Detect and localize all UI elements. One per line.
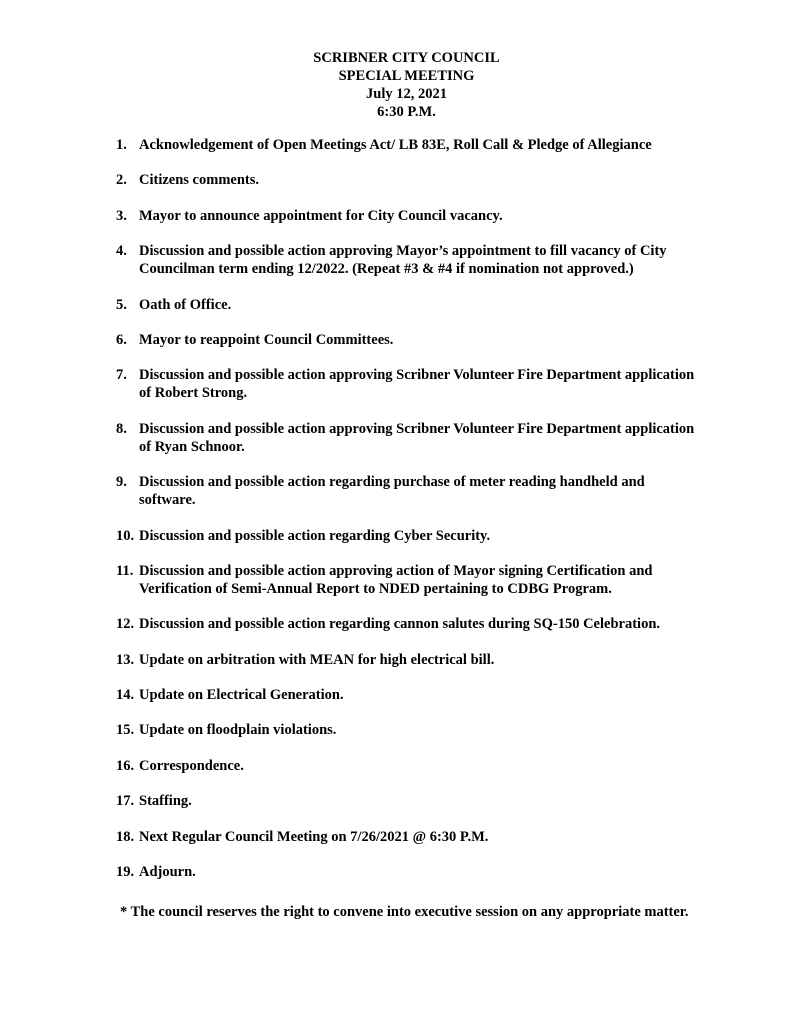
executive-session-footnote: * The council reserves the right to convene into executive session on any appropriate matter. xyxy=(120,904,689,920)
agenda-item-number: 9. xyxy=(116,474,127,491)
agenda-item-text: Discussion and possible action approving Mayor’s appointment to fill vacancy of City xyxy=(139,243,667,260)
agenda-item-text: Acknowledgement of Open Meetings Act/ LB 83E, Roll Call & Pledge of Allegiance xyxy=(139,137,652,153)
agenda-item xyxy=(116,331,756,349)
agenda-item-text: Mayor to reappoint Council Committees. xyxy=(139,331,394,348)
agenda-item xyxy=(116,366,756,402)
agenda-item-number: 11. xyxy=(116,562,134,579)
agenda-item xyxy=(116,757,756,775)
agenda-item xyxy=(116,615,756,633)
agenda-list xyxy=(116,136,756,898)
agenda-item xyxy=(116,863,756,881)
meeting-date: July 12, 2021 xyxy=(366,86,447,102)
agenda-item-text: Discussion and possible action regarding cannon salutes during SQ-150 Celebration. xyxy=(139,616,661,633)
agenda-item-text: Correspondence. xyxy=(139,757,244,774)
agenda-item-text: Councilman term ending 12/2022. (Repeat #3 & #4 if nomination not approved.) xyxy=(139,261,634,278)
agenda-item-text: Update on arbitration with MEAN for high electrical bill. xyxy=(139,651,495,668)
agenda-item-number: 15. xyxy=(116,722,135,739)
agenda-item-text: Oath of Office. xyxy=(139,296,232,313)
agenda-item xyxy=(116,527,756,545)
agenda-item-number: 14. xyxy=(116,687,135,704)
agenda-item xyxy=(116,242,756,278)
agenda-item-text: Verification of Semi-Annual Report to NDED pertaining to CDBG Program. xyxy=(139,580,612,597)
agenda-item-text: Discussion and possible action regarding Cyber Security. xyxy=(139,527,491,544)
agenda-item-number: 18. xyxy=(116,828,135,845)
agenda-item-number: 17. xyxy=(116,793,135,810)
agenda-item-text: Discussion and possible action approving Scribner Volunteer Fire Department application xyxy=(139,367,695,384)
agenda-item xyxy=(116,721,756,739)
agenda-item-text: Staffing. xyxy=(139,793,192,810)
agenda-item-number: 19. xyxy=(116,864,135,881)
agenda-item-text: software. xyxy=(139,492,196,509)
agenda-item-text: Next Regular Council Meeting on 7/26/2021 @ 6:30 P.M. xyxy=(139,828,489,845)
meeting-time: 6:30 P.M. xyxy=(377,104,436,120)
agenda-item-number: 1. xyxy=(116,137,127,153)
agenda-item-number: 2. xyxy=(116,172,127,189)
agenda-item-text: Update on floodplain violations. xyxy=(139,722,337,739)
document-header xyxy=(0,49,791,121)
agenda-item xyxy=(116,420,756,456)
agenda-item-number: 12. xyxy=(116,616,135,633)
agenda-item-number: 8. xyxy=(116,420,127,437)
agenda-item-text: Adjourn. xyxy=(139,864,196,881)
agenda-item-number: 3. xyxy=(116,207,127,224)
agenda-item-text: Citizens comments. xyxy=(139,172,260,189)
agenda-item xyxy=(116,136,756,154)
agenda-item-text: Update on Electrical Generation. xyxy=(139,687,344,704)
agenda-item xyxy=(116,473,756,509)
agenda-item xyxy=(116,651,756,669)
agenda-item xyxy=(116,171,756,189)
agenda-item-text: Mayor to announce appointment for City Council vacancy. xyxy=(139,207,503,224)
agenda-item xyxy=(116,207,756,225)
agenda-item-number: 5. xyxy=(116,296,127,313)
agenda-item xyxy=(116,792,756,810)
agenda-item-text: of Robert Strong. xyxy=(139,385,248,402)
agenda-item-text: Discussion and possible action approving Scribner Volunteer Fire Department application xyxy=(139,420,695,437)
agenda-item-number: 13. xyxy=(116,651,135,668)
agenda-item-number: 6. xyxy=(116,331,127,348)
agenda-item xyxy=(116,562,756,598)
agenda-item-number: 10. xyxy=(116,527,135,544)
council-name: SCRIBNER CITY COUNCIL xyxy=(313,50,500,66)
agenda-item-number: 4. xyxy=(116,243,127,260)
agenda-item xyxy=(116,296,756,314)
agenda-item-text: Discussion and possible action regarding purchase of meter reading handheld and xyxy=(139,474,645,491)
agenda-item-text: of Ryan Schnoor. xyxy=(139,438,245,455)
agenda-item-number: 16. xyxy=(116,757,135,774)
agenda-item-number: 7. xyxy=(116,367,127,384)
agenda-item xyxy=(116,828,756,846)
agenda-item-text: Discussion and possible action approving action of Mayor signing Certification and xyxy=(139,562,653,579)
agenda-item xyxy=(116,686,756,704)
meeting-type: SPECIAL MEETING xyxy=(338,68,475,84)
